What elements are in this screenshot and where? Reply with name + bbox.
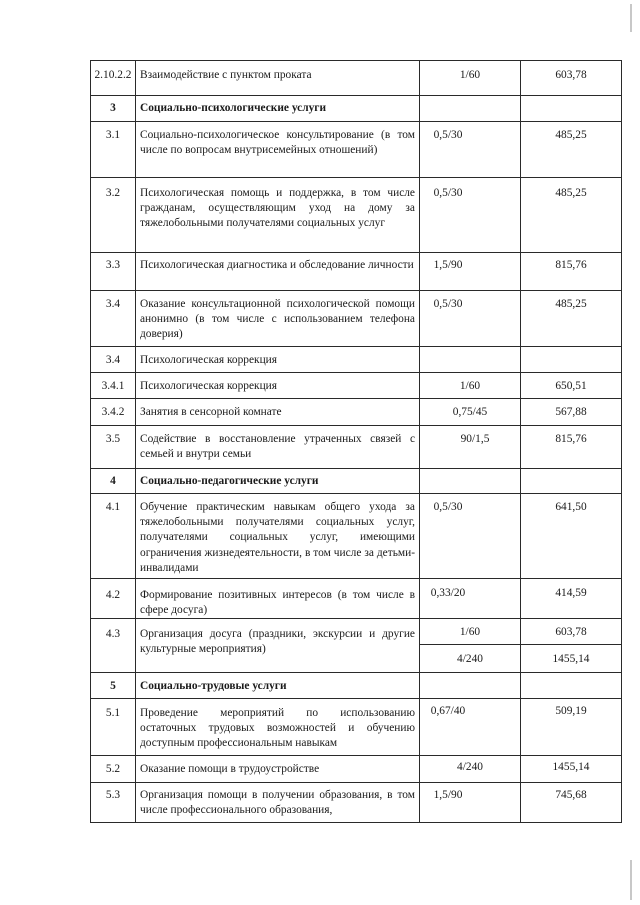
time-norm: 1,5/90 [433, 789, 463, 801]
row-line [90, 425, 622, 426]
row-number: 3.1 [105, 129, 121, 141]
row-number: 5.1 [105, 707, 121, 719]
price-value: 815,76 [555, 259, 587, 271]
row-number: 2.10.2.2 [94, 69, 132, 81]
price-value: 603,78 [555, 69, 587, 81]
time-norm: 0,67/40 [430, 705, 466, 717]
row-line [90, 290, 622, 291]
service-name: Психологическая коррекция [140, 380, 278, 392]
row-number: 3.2 [105, 187, 121, 199]
row-line [90, 95, 622, 96]
price-value: 509,19 [555, 705, 587, 717]
price-value: 414,59 [555, 587, 587, 599]
row-number: 3.3 [105, 259, 121, 271]
row-line [90, 755, 622, 756]
service-name: Психологическая диагностика и обследование личности [140, 259, 414, 271]
service-name: Организация досуга (праздники, экскурсии и другие культурные мероприятия) [140, 628, 415, 656]
table-border-right [621, 60, 622, 823]
row-line [90, 822, 622, 823]
service-name: Социально-психологическое консультирование (в том числе по вопросам внутрисемейных отношений) [140, 129, 415, 157]
row-number: 3.5 [105, 433, 121, 445]
row-line [90, 578, 622, 579]
time-norm: 0,5/30 [433, 187, 463, 199]
row-number: 5.3 [105, 789, 121, 801]
time-norm: 0,33/20 [430, 587, 466, 599]
service-name: Обучение практическим навыкам общего ухода за тяжелобольными получателями социальных услуг, получателями социальных услуг, имеющими ограничения жизнедеятельности, в том числе за детьми-инвалидами [140, 501, 415, 574]
row-number: 4.2 [105, 589, 121, 601]
price-value: 485,25 [555, 187, 587, 199]
row-line-sub [419, 644, 622, 645]
price-value: 603,78 [555, 626, 587, 638]
row-line [90, 398, 622, 399]
price-value: 650,51 [555, 380, 587, 392]
row-line [90, 252, 622, 253]
service-name: Взаимодействие с пунктом проката [140, 69, 312, 81]
row-line [90, 672, 622, 673]
price-value: 485,25 [555, 129, 587, 141]
price-value-alt: 1455,14 [552, 653, 590, 665]
price-value: 567,88 [555, 406, 587, 418]
section-title: Социально-педагогические услуги [140, 475, 319, 487]
table-border-col3 [520, 60, 521, 823]
row-line [90, 468, 622, 469]
price-value: 1455,14 [552, 761, 590, 773]
time-norm: 1/60 [459, 380, 481, 392]
price-value: 815,76 [555, 433, 587, 445]
time-norm: 0,75/45 [452, 406, 488, 418]
scan-mark [630, 860, 632, 900]
service-name: Оказание помощи в трудоустройстве [140, 763, 320, 775]
section-number: 5 [110, 680, 116, 692]
price-value: 485,25 [555, 298, 587, 310]
time-norm-alt: 4/240 [457, 653, 483, 665]
table-border-col2 [419, 60, 420, 823]
row-line [90, 698, 622, 699]
table-border-col1 [135, 60, 136, 823]
row-line [90, 372, 622, 373]
service-name: Оказание консультационной психологической помощи анонимно (в том числе с использованием телефона доверия) [140, 298, 415, 341]
row-number: 5.2 [105, 763, 121, 775]
time-norm: 90/1,5 [460, 433, 490, 445]
service-name: Формирование позитивных интересов (в том числе в сфере досуга) [140, 589, 415, 617]
row-number: 4.3 [105, 628, 121, 640]
row-number: 3.4 [105, 354, 121, 366]
row-line [90, 346, 622, 347]
row-line [90, 782, 622, 783]
service-name: Психологическая коррекция [140, 354, 278, 366]
price-value: 641,50 [555, 501, 587, 513]
row-number: 4.1 [105, 501, 121, 513]
price-value: 745,68 [555, 789, 587, 801]
time-norm: 0,5/30 [433, 129, 463, 141]
time-norm: 0,5/30 [433, 298, 463, 310]
row-line [90, 121, 622, 122]
time-norm: 0,5/30 [433, 501, 463, 513]
row-number: 3.4.1 [101, 380, 125, 392]
row-number: 3.4 [105, 298, 121, 310]
service-name: Организация помощи в получении образования, в том числе профессионального образования, [140, 789, 415, 817]
section-number: 4 [110, 475, 116, 487]
row-number: 3.4.2 [101, 406, 125, 418]
service-name: Содействие в восстановление утраченных связей с семьей и внутри семьи [140, 433, 415, 461]
row-line [90, 60, 622, 61]
service-name: Психологическая помощь и поддержка, в том числе гражданам, осуществляющим уход на дому за тяжелобольными получателями социальных услуг [140, 187, 415, 230]
service-name: Проведение мероприятий по использованию остаточных трудовых возможностей и обучению доступным профессиональным навыкам [140, 707, 415, 750]
row-line [90, 493, 622, 494]
section-title: Социально-психологические услуги [140, 102, 327, 114]
time-norm: 1,5/90 [433, 259, 463, 271]
time-norm: 1/60 [459, 626, 481, 638]
scan-mark [630, 4, 632, 32]
section-title: Социально-трудовые услуги [140, 680, 287, 692]
time-norm: 4/240 [457, 761, 483, 773]
time-norm: 1/60 [459, 69, 481, 81]
service-name: Занятия в сенсорной комнате [140, 406, 282, 418]
section-number: 3 [110, 102, 116, 114]
row-line [90, 177, 622, 178]
